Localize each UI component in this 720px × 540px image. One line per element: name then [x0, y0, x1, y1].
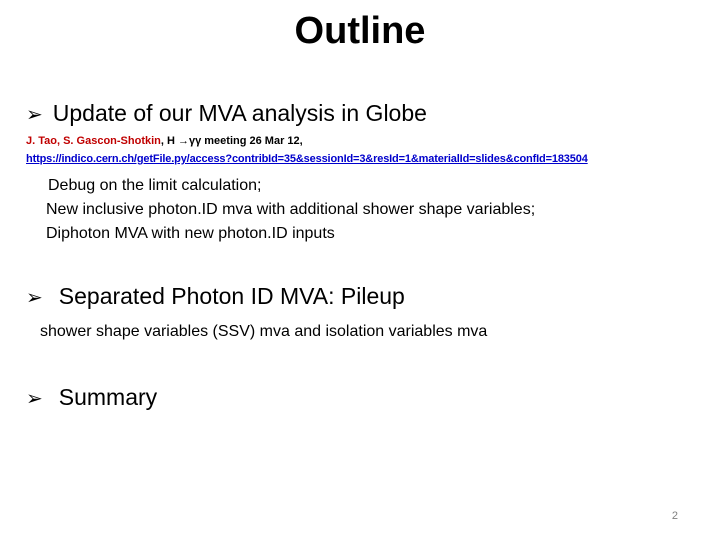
update-items-list — [46, 174, 535, 246]
list-item: Diphoton MVA with new photon.ID inputs — [46, 225, 335, 242]
reference-block — [26, 132, 588, 168]
bullet-text: Separated Photon ID MVA: Pileup — [58, 283, 405, 309]
reference-link[interactable]: https://indico.cern.ch/getFile.py/access?contribId=35&sessionId=3&resId=1&materialId=slides&confId=183504 — [26, 153, 588, 165]
bullet-update-mva — [26, 100, 427, 127]
page-number: 2 — [671, 510, 678, 522]
arrow-bullet-icon: ➢ — [26, 287, 43, 309]
arrow-bullet-icon: ➢ — [26, 388, 43, 410]
list-item: Debug on the limit calculation; — [48, 177, 262, 194]
photon-id-subtext: shower shape variables (SSV) mva and isolation variables mva — [40, 323, 488, 340]
reference-meeting: , H →γγ meeting 26 Mar 12, — [160, 135, 303, 147]
list-item: New inclusive photon.ID mva with additional shower shape variables; — [46, 201, 536, 218]
reference-authors: J. Tao, S. Gascon-Shotkin — [26, 135, 161, 147]
bullet-text: Summary — [58, 384, 158, 410]
bullet-photon-id — [26, 283, 405, 310]
bullet-summary — [26, 384, 157, 411]
bullet-text: Update of our MVA analysis in Globe — [52, 100, 427, 126]
arrow-bullet-icon: ➢ — [26, 104, 43, 126]
slide-title: Outline — [294, 10, 426, 52]
